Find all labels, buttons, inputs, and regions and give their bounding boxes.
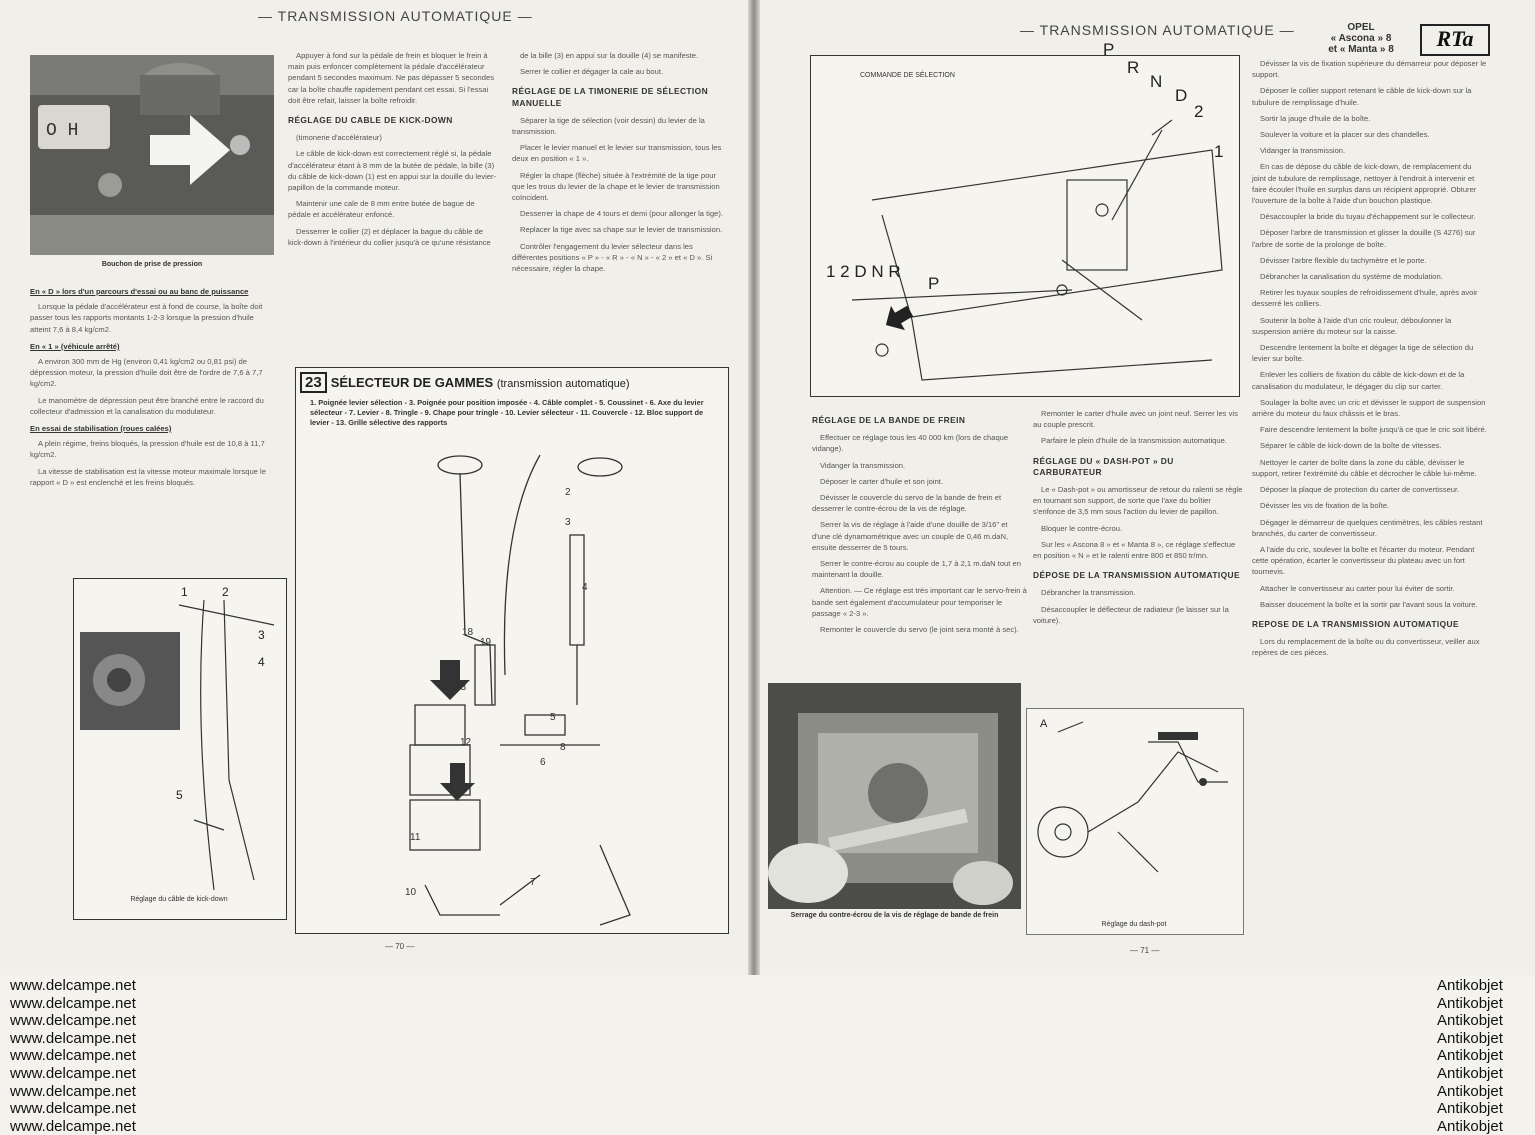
svg-text:18: 18 [462,627,474,638]
svg-text:5: 5 [550,712,556,723]
removal-step-16: Faire descendre lentement la boîte jusqu'à ce que le cric soit libéré. [1260,425,1487,435]
linkage-text-5: Replacer la tige avec sa chape sur le levier de transmission. [520,225,723,235]
removal-step-5: Vidanger la transmission. [1260,146,1346,156]
linkage-text-3: Régler la chape (flèche) située à l'extrémité de la tige pour que les trous du levier de la chape et le levier de transmission coïncident. [512,170,720,203]
selection-control-drawing [812,90,1236,390]
svg-text:6: 6 [540,757,546,768]
manual-linkage-heading: RÉGLAGE DE LA TIMONERIE DE SÉLECTION MANUELLE [512,86,709,108]
kickdown-figure-caption: Réglage du câble de kick-down [130,896,228,903]
brand-block [1306,22,1416,55]
band-text-2: Vidanger la transmission. [820,460,906,470]
removal-step-20: Dévisser les vis de fixation de la boîte. [1260,501,1390,511]
watermark-left-line: www.delcampe.net [10,1029,136,1047]
kickdown-subheading: (timonerie d'accélérateur) [296,133,382,143]
removal-text-1: Débrancher la transmission. [1041,588,1136,598]
gear-bottom-labels: 1 2 D N R [826,262,901,281]
removal-step-9: Dévisser l'arbre flexible du tachymètre et le porte. [1260,255,1427,265]
removal-step-11: Retirer les tuyaux souples de refroidissement d'huile, après avoir desserré les colliers. [1252,288,1478,309]
removal-step-21: Dégager le démarreur de quelques centimètres, les câbles restant branchés, du carter de convertisseur. [1252,517,1483,538]
fig-label-4: 4 [258,655,265,669]
watermark-left-line: www.delcampe.net [10,1117,136,1135]
kickdown-heading: RÉGLAGE DU CABLE DE KICK-DOWN [288,115,453,126]
stall-test-heading: En essai de stabilisation (roues calées) [30,424,172,434]
test-1-heading: En « 1 » (véhicule arrêté) [30,341,120,351]
gear-top-p: P [1103,40,1115,59]
right-column-3 [1252,58,1487,664]
removal-step-6: En cas de dépose du câble de kick-down, de remplacement du joint de tubulure de remplissage, nettoyer à l'endroit à intervenir et faire écouler l'huile en surplus dans un récipient approprié. Obturer l'ouverture de la boîte à l'aide d'un bouchon plastique. [1252,162,1477,206]
band-text-3: Déposer le carter d'huile et son joint. [820,476,944,486]
refit-text: Lors du remplacement de la boîte ou du convertisseur, veiller aux repères de ces pièces. [1252,637,1480,658]
box-title-sub: (transmission automatique) [496,378,630,390]
fig-label-2: 2 [222,585,229,599]
brake-band-photo-caption: Serrage du contre-écrou de la vis de réglage de bande de frein [790,912,999,919]
right-running-head: — TRANSMISSION AUTOMATIQUE — [1020,22,1295,38]
removal-step-8: Déposer l'arbre de transmission et glisser la douille (S 4276) sur l'arbre de sortie de la prolonge de boîte. [1252,228,1476,249]
test-1-text: A environ 300 mm de Hg (environ 0,41 kg/cm2 ou 0,81 psi) de dépression moteur, la pression d'huile doit être de l'ordre de 7,6 à 7,7 kg/cm2. [30,357,263,389]
gear-top-2: 2 [1194,102,1204,121]
page-gutter [748,0,760,975]
pressure-plug-photo [30,55,274,255]
kickdown-text-3: Desserrer le collier (2) et déplacer la bague du câble de kick-down à l'intérieur du collier jusqu'à ce qu'une résistance [288,226,491,247]
left-column-1 [30,280,275,493]
left-column-3 [512,50,727,279]
stall-speed-text: La vitesse de stabilisation est la vitesse moteur maximale lorsque le rapport « D » est enclenché et les freins bloqués. [30,466,266,487]
kickdown-text-5: Serrer le collier et dégager la cale au bout. [520,67,664,77]
brake-band-photo [768,683,1021,909]
box-number: 23 [300,372,327,393]
svg-text:4: 4 [582,582,588,593]
removal-step-4: Soulever la voiture et la placer sur des chandelles. [1260,130,1430,140]
range-selector-legend: 1. Poignée levier sélection - 3. Poignée pour position imposée - 4. Câble complet - 5. Coussinet - 6. Axe du levier sélecteur - 7. Levier - 8. Tringle - 9. Chape pour tringle - 10. Levier sélecteur - 11. Couvercle - 12. Bloc support de levier - 13. Grille sélective des rapports [310,398,704,427]
svg-text:7: 7 [530,877,536,888]
svg-text:13: 13 [455,682,467,693]
right-column-2 [1033,408,1245,631]
removal-step-24: Baisser doucement la boîte et la sortir par l'avant sous la voiture. [1260,599,1478,609]
watermark-left [10,977,136,1135]
watermark-right-line: Antikobjet [1437,977,1503,994]
linkage-text-6: Contrôler l'engagement du levier sélecteur dans les différentes positions « P » - « R » - « N » - « 2 » et « D ». Si nécessaire, régler la chape. [512,241,713,274]
watermark-left-line: www.delcampe.net [10,1064,136,1082]
brand-opel: OPEL [1347,22,1375,33]
right-page-number: — 71 — [1130,946,1160,955]
pressure-plug-caption: Bouchon de prise de pression [101,261,203,268]
kickdown-text-1: Le câble de kick-down est correctement réglé si, la pédale d'accélérateur étant à 8 mm de la butée de pédale, la bille (3) du câble de kick-down (1) est en appui sur la douille du levier-papillon de la commande moteur. [288,149,497,193]
svg-text:O H: O H [46,121,79,141]
pressure-plug-illustration [30,55,274,255]
band-text-4: Dévisser le couvercle du servo de la bande de frein et desserrer le contre-écrou de la vis de réglage. [812,493,1002,514]
watermark-left-line: www.delcampe.net [10,1082,136,1100]
watermark-left-line: www.delcampe.net [10,1047,136,1065]
brand-ascona: « Ascona » 8 [1330,33,1392,44]
gear-bottom-p: P [928,274,940,293]
watermark-right-line: Antikobjet [1437,1082,1503,1100]
removal-text-2: Désaccoupler le déflecteur de radiateur (le laisser sur la voiture). [1033,604,1229,625]
range-selector-title [300,372,720,393]
kickdown-cable-drawing [74,580,284,900]
removal-step-10: Débrancher la canalisation du système de modulation. [1260,272,1443,282]
svg-text:11: 11 [410,832,421,843]
dashpot-heading: RÉGLAGE DU « DASH-POT » DU CARBURATEUR [1033,455,1174,477]
band-text-7: Attention. — Ce réglage est très important car le servo-frein à bande sert également d'accumulateur pour temporiser le passage « 2-3 ». [812,586,1027,618]
refit-heading: REPOSE DE LA TRANSMISSION AUTOMATIQUE [1252,618,1459,629]
band-text-6: Serrer le contre-écrou au couple de 1,7 à 2,1 m.daN tout en maintenant la douille. [812,559,1021,580]
removal-step-18: Nettoyer le carter de boîte dans la zone du câble, dévisser le support, retirer l'extrémité du câble et décrocher le câble lui-même. [1252,457,1477,478]
band-text-1: Effectuer ce réglage tous les 40 000 km (lors de chaque vidange). [812,433,1009,454]
removal-step-23: Attacher le convertisseur au carter pour lui éviter de sortir. [1260,583,1455,593]
dashpot-text-3: Sur les « Ascona 8 » et « Manta 8 », ce réglage s'effectue en position « N » et le ralenti entre 800 et 850 tr/mn. [1033,539,1236,561]
rta-logo: RTa [1420,24,1490,56]
watermark-right [1437,977,1503,1135]
watermark-right-line: Antikobjet [1437,1029,1503,1047]
brake-band-illustration [768,683,1021,909]
brake-band-heading: RÉGLAGE DE LA BANDE DE FREIN [812,415,966,425]
removal-step-19: Déposer la plaque de protection du carter de convertisseur. [1260,485,1460,495]
removal-step-7: Désaccoupler la bride du tuyau d'échappement sur le collecteur. [1260,212,1476,222]
linkage-text-4: Desserrer la chape de 4 tours et demi (pour allonger la tige). [520,209,724,219]
dashpot-caption: Réglage du dash-pot [1101,921,1167,928]
watermark-right-line: Antikobjet [1437,1064,1503,1082]
removal-step-2: Déposer le collier support retenant le câble de kick-down sur la tubulure de remplissage d'huile. [1252,86,1472,107]
fig-label-1: 1 [181,585,188,599]
kickdown-text-4: de la bille (3) en appui sur la douille (4) se manifeste. [520,51,699,60]
right-column-1 [812,406,1027,640]
stall-test-text: A plein régime, freins bloqués, la pression d'huile est de 10,8 à 11,7 kg/cm2. [30,439,265,460]
manometer-text: Le manomètre de dépression peut être branché entre le raccord du collecteur d'admission et la canalisation du modulateur. [30,395,264,416]
watermark-right-line: Antikobjet [1437,1047,1503,1065]
gear-top-d: D [1175,86,1188,105]
svg-text:3: 3 [565,517,571,528]
gear-top-n: N [1150,72,1163,91]
watermark-left-line: www.delcampe.net [10,1012,136,1030]
removal-step-22: A l'aide du cric, soulever la boîte et l'écarter du moteur. Pendant cette opération, écarter le convertisseur du plateau avec un fort tournevis. [1252,544,1475,577]
svg-text:19: 19 [480,637,492,648]
dashpot-text-2: Bloquer le contre-écrou. [1041,523,1123,533]
brand-manta: et « Manta » 8 [1328,44,1394,55]
oil-fill-text: Parfaire le plein d'huile de la transmission automatique. [1041,436,1227,446]
gear-top-r: R [1127,58,1140,77]
dashpot-label-a: A [1040,718,1048,730]
brake-test-text: Appuyer à fond sur la pédale de frein et bloquer le frein à main puis enfoncer complètement la pédale d'accélérateur pendant 5 secondes maximum. Ne pas dépasser 5 secondes car la boîte chauffe rapidement pendant cet essai. Si l'essai doit être refait, laisser la boîte refroidir. [288,51,494,105]
watermark-right-line: Antikobjet [1437,1100,1503,1118]
fig-label-5: 5 [176,788,183,802]
linkage-text-2: Placer le levier manuel et le levier sur transmission, tous les deux en position « 1 ». [512,143,722,164]
range-selector-exploded-view [300,445,720,930]
watermark-left-line: www.delcampe.net [10,994,136,1012]
kickdown-text-2: Maintenir une cale de 8 mm entre butée de bague de pédale et accélérateur enfoncé. [288,199,475,220]
box-title-text: SÉLECTEUR DE GAMMES [330,375,494,390]
left-running-head: — TRANSMISSION AUTOMATIQUE — [258,8,533,24]
watermark-right-line: Antikobjet [1437,994,1503,1012]
watermark-left-line: www.delcampe.net [10,977,136,994]
removal-step-17: Séparer le câble de kick-down de la boîte de vitesses. [1260,441,1442,451]
removal-step-13: Descendre lentement la boîte et dégager la tige de sélection du levier sur boîte. [1252,343,1474,364]
fig-label-3: 3 [258,628,265,642]
left-page-number: — 70 — [385,942,415,951]
removal-step-15: Soulager la boîte avec un cric et dévisser le support de suspension arrière du moteur du faux châssis et le bras. [1252,397,1486,419]
watermark-right-line: Antikobjet [1437,1117,1503,1135]
selection-control-title: COMMANDE DE SÉLECTION [860,72,955,79]
removal-step-1: Dévisser la vis de fixation supérieure du démarreur pour déposer le support. [1252,59,1487,80]
svg-text:12: 12 [460,737,472,748]
svg-text:2: 2 [565,487,571,498]
svg-text:8: 8 [560,742,566,753]
test-d-heading: En « D » lors d'un parcours d'essai ou au banc de puissance [30,287,249,296]
watermark-left-line: www.delcampe.net [10,1100,136,1118]
band-text-5: Serrer la vis de réglage à l'aide d'une douille de 3/16" et d'une clé dynamométrique avec un couple de 0,46 m.daN, ensuite desserrer de 5 tours. [812,520,1009,552]
linkage-text-1: Séparer la tige de sélection (voir dessin) du levier de la transmission. [512,115,705,137]
gear-top-1: 1 [1214,142,1224,161]
test-d-text: Lorsque la pédale d'accélérateur est à fond de course, la boîte doit passer tous les rapports montants 1-2-3 lorsque la pression d'huile atteint 7,6 à 8,4 kg/cm2. [30,302,263,334]
watermark-right-line: Antikobjet [1437,1012,1503,1030]
removal-step-12: Soutenir la boîte à l'aide d'un cric rouleur, déboulonner la suspension arrière du moteur sur la caisse. [1252,315,1452,336]
oil-pan-text: Remonter le carter d'huile avec un joint neuf. Serrer les vis au couple prescrit. [1033,409,1238,430]
dashpot-drawing [1028,712,1240,912]
removal-step-14: Enlever les colliers de fixation du câble de kick-down et de la canalisation du modulateur, le dégager du clip sur carter. [1252,370,1465,391]
svg-text:10: 10 [405,887,417,898]
band-text-8: Remonter le couvercle du servo (le joint sera monté à sec). [820,625,1019,635]
left-column-2 [288,50,498,253]
removal-step-3: Sortir la jauge d'huile de la boîte. [1260,113,1371,123]
dashpot-text-1: Le « Dash-pot » ou amortisseur de retour du ralenti se règle en tournant son support, de sorte que l'axe du boîtier s'enfonce de 3,5 mm sous l'action du levier de papillon. [1033,485,1243,517]
removal-heading: DÉPOSE DE LA TRANSMISSION AUTOMATIQUE [1033,570,1240,581]
